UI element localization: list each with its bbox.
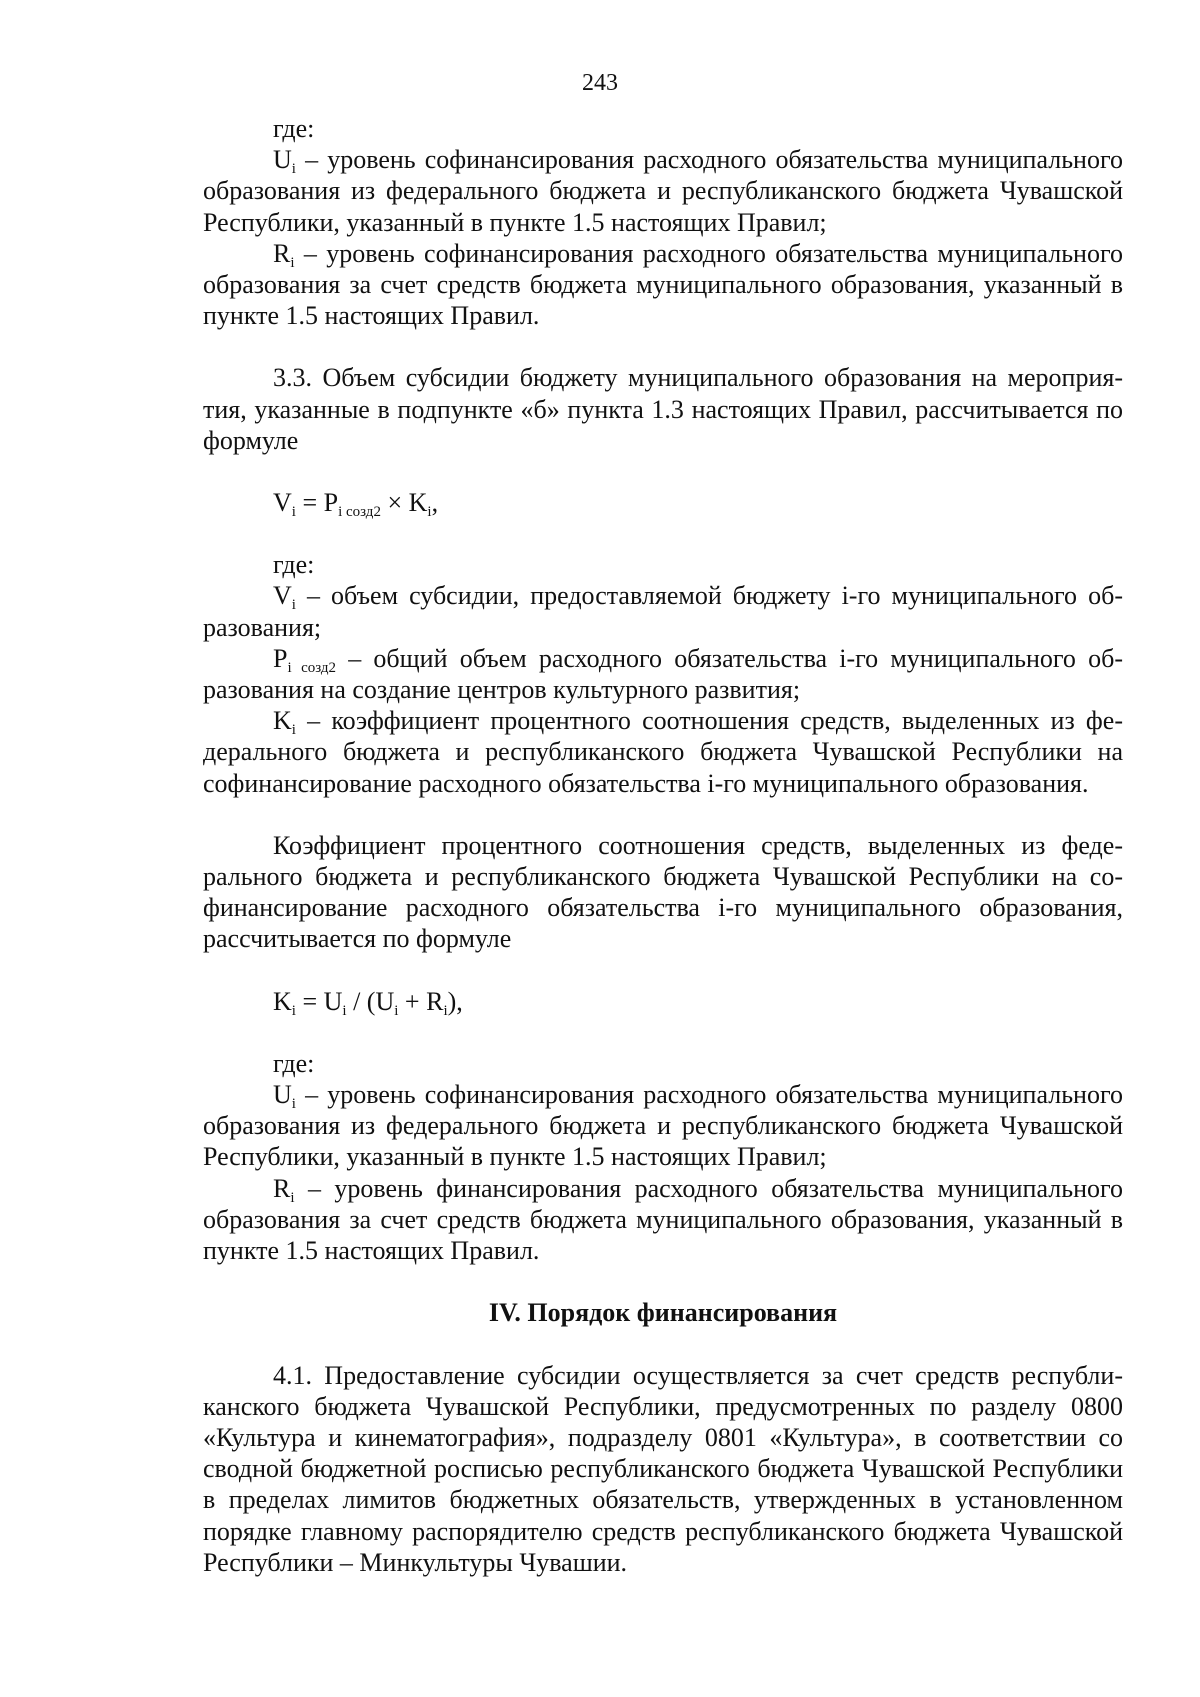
formula-symbol: V	[273, 488, 292, 518]
subscript: i	[291, 1002, 296, 1019]
coefficient-paragraph: Коэффициент процентного соотношения средств, выделенных из федерального бюджета и республиканского бюджета Чувашской Республики на софинансирование расходного обязательства i-го муниципального образования, рассчитывается по формуле	[203, 830, 1123, 954]
formula-subsidy	[203, 487, 1123, 521]
subscript: i	[291, 597, 296, 614]
subscript: i	[291, 1096, 296, 1113]
subscript: i	[443, 1002, 448, 1019]
definition-k	[203, 705, 1123, 799]
definition-p	[203, 643, 1123, 705]
definition-r	[203, 238, 1123, 332]
subscript: i	[290, 1189, 295, 1206]
where-label: где:	[273, 550, 315, 580]
formula-part: = U	[295, 986, 343, 1016]
page-number: 243	[582, 70, 618, 96]
formula-part: / (U	[346, 986, 395, 1016]
definition-u	[203, 144, 1123, 238]
definition-text: – объем субсидии, предоставляемой бюджету i-го муниципального образования;	[203, 581, 1123, 642]
subscript: i	[394, 1002, 399, 1019]
definition-text: – общий объем расходного обязательства i-го муниципального образования на создание центров культурного развития;	[203, 643, 1123, 705]
subscript: i	[427, 504, 432, 521]
subscript: i	[291, 504, 296, 521]
subscript: i созд2	[338, 504, 381, 521]
formula-part: + R	[398, 986, 444, 1016]
paragraph-4-1: 4.1. Предоставление субсидии осуществляется за счет средств республиканского бюджета Чувашской Республики, предусмотренных по разделу 0800 «Культура и кинематография», подразделу 0801 «Культура», в соответствии со сводной бюджетной росписью республиканского бюджета Чувашской Республики в пределах лимитов бюджетных обязательств, утвержденных в установленном порядке главному распорядителю средств республиканского бюджета Чувашской Республики – Минкультуры Чувашии.	[203, 1360, 1123, 1577]
definition-text: – коэффициент процентного соотношения средств, выделенных из федерального бюджета и республиканского бюджета Чувашской Республики на софинансирование расходного обязательства i-го муниципального образования.	[203, 706, 1123, 798]
definition-text: – уровень софинансирования расходного обязательства муниципального образования из федерального бюджета и республиканского бюджета Чувашской Республики, указанный в пункте 1.5 настоящих Правил;	[203, 1080, 1123, 1172]
subscript: i	[291, 722, 296, 739]
formula-part: × K	[380, 488, 428, 518]
definition-text: – уровень финансирования расходного обязательства муниципального образования за счет средств бюджета муниципального образования, указанный в пункте 1.5 настоящих Правил.	[203, 1173, 1123, 1266]
section-heading: IV. Порядок финансирования	[488, 1298, 838, 1328]
definition-u	[203, 1079, 1123, 1173]
definition-text: – уровень софинансирования расходного обязательства муниципального образования из федерального бюджета и республиканского бюджета Чувашской Республики, указанный в пункте 1.5 настоящих Правил;	[203, 145, 1123, 237]
symbol: R	[273, 238, 291, 268]
symbol: R	[273, 1173, 291, 1203]
symbol: U	[273, 145, 292, 175]
subscript: i	[291, 161, 296, 178]
symbol: P	[273, 643, 288, 673]
where-label: где:	[273, 1048, 315, 1078]
symbol: U	[273, 1080, 292, 1110]
symbol: K	[273, 706, 292, 736]
formula-part: = P	[295, 488, 339, 518]
formula-part: ,	[431, 488, 439, 518]
paragraph-3-3: 3.3. Объем субсидии бюджету муниципального образования на мероприятия, указанные в подпункте «б» пункта 1.3 настоящих Правил, рассчитывается по формуле	[203, 363, 1123, 455]
symbol: V	[273, 581, 292, 611]
subscript: i	[342, 1002, 347, 1019]
formula-symbol: K	[273, 986, 292, 1016]
formula-part: ),	[447, 986, 463, 1016]
page-content	[203, 113, 1123, 1578]
definition-r	[203, 1173, 1123, 1267]
subscript: i созд2	[287, 659, 337, 676]
formula-coefficient	[203, 986, 1123, 1017]
subscript: i	[290, 254, 295, 271]
definition-v	[203, 580, 1123, 642]
where-label: где:	[273, 114, 315, 143]
definition-text: – уровень софинансирования расходного обязательства муниципального образования за счет средств бюджета муниципального образования, указанный в пункте 1.5 настоящих Правил.	[203, 238, 1123, 331]
